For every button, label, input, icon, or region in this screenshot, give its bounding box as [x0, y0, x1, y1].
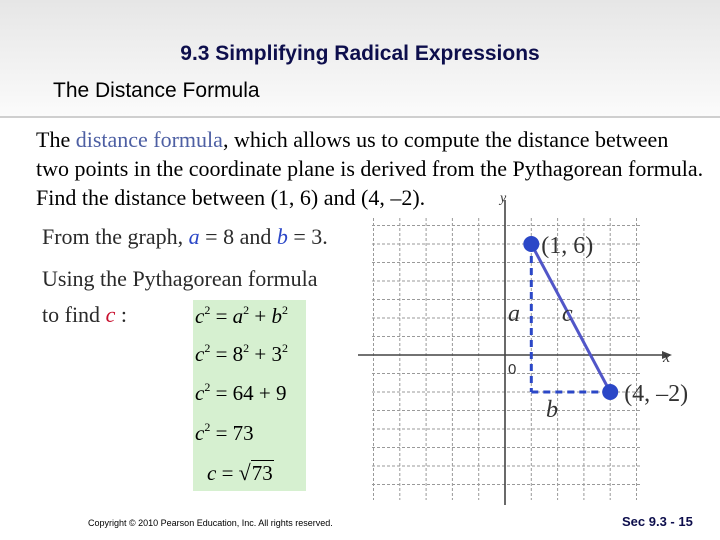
- side-c-label: c: [562, 301, 573, 327]
- intro-text-1: The: [36, 127, 76, 152]
- step-2: $c^2 = 8^2 + 3^2$: [195, 341, 289, 366]
- using-line-2-prefix: to find: [42, 302, 106, 327]
- using-line-2: [42, 302, 127, 328]
- step-3: $c^2 = 64 + 9$: [195, 380, 287, 405]
- copyright-text: Copyright © 2010 Pearson Education, Inc. All rights reserved.: [88, 518, 333, 528]
- step-5: c = √73: [207, 460, 273, 485]
- using-line-1: Using the Pythagorean formula: [42, 266, 318, 291]
- side-b-label: b: [546, 397, 558, 423]
- data-point-1: [523, 236, 539, 252]
- graph-axes: [358, 191, 672, 505]
- graph-marks: [508, 233, 688, 423]
- sqrt-symbol: √: [238, 460, 251, 485]
- origin-label: 0: [508, 361, 517, 378]
- y-axis-label: y: [500, 191, 507, 206]
- section-number: Sec 9.3 - 15: [622, 514, 693, 529]
- from-graph-a: a: [188, 224, 200, 249]
- data-point-2: [602, 384, 618, 400]
- slide-subtitle: The Distance Formula: [53, 79, 260, 102]
- using-line-2-suffix: :: [115, 302, 127, 327]
- from-graph-prefix: From the graph,: [42, 224, 189, 249]
- graph-grid: [372, 218, 640, 500]
- steps-box: [193, 300, 306, 491]
- radicand: 73: [251, 461, 273, 485]
- point-2-label: (4, –2): [624, 381, 689, 407]
- using-var-c: c: [105, 302, 116, 327]
- intro-text-2: , which allows us to compute the distance between two points in the coordinate plane is derived from the Pythagorean formula. Find the distance between (1, 6) and (4, –2).: [36, 127, 704, 210]
- from-graph-line: [42, 224, 328, 250]
- slide-title: 9.3 Simplifying Radical Expressions: [180, 42, 540, 65]
- from-graph-a-value: = 8 and: [199, 224, 277, 249]
- point-1-label: (1, 6): [541, 233, 594, 259]
- step-4: $c^2 = 73$: [195, 420, 254, 445]
- from-graph-b-value: = 3.: [287, 224, 328, 249]
- step-1: $c^2 = a^2 + b^2$: [195, 303, 289, 328]
- from-graph-b: b: [276, 224, 288, 249]
- intro-term: distance formula: [75, 127, 223, 152]
- x-axis-label: x: [663, 349, 671, 366]
- side-a-label: a: [508, 301, 520, 327]
